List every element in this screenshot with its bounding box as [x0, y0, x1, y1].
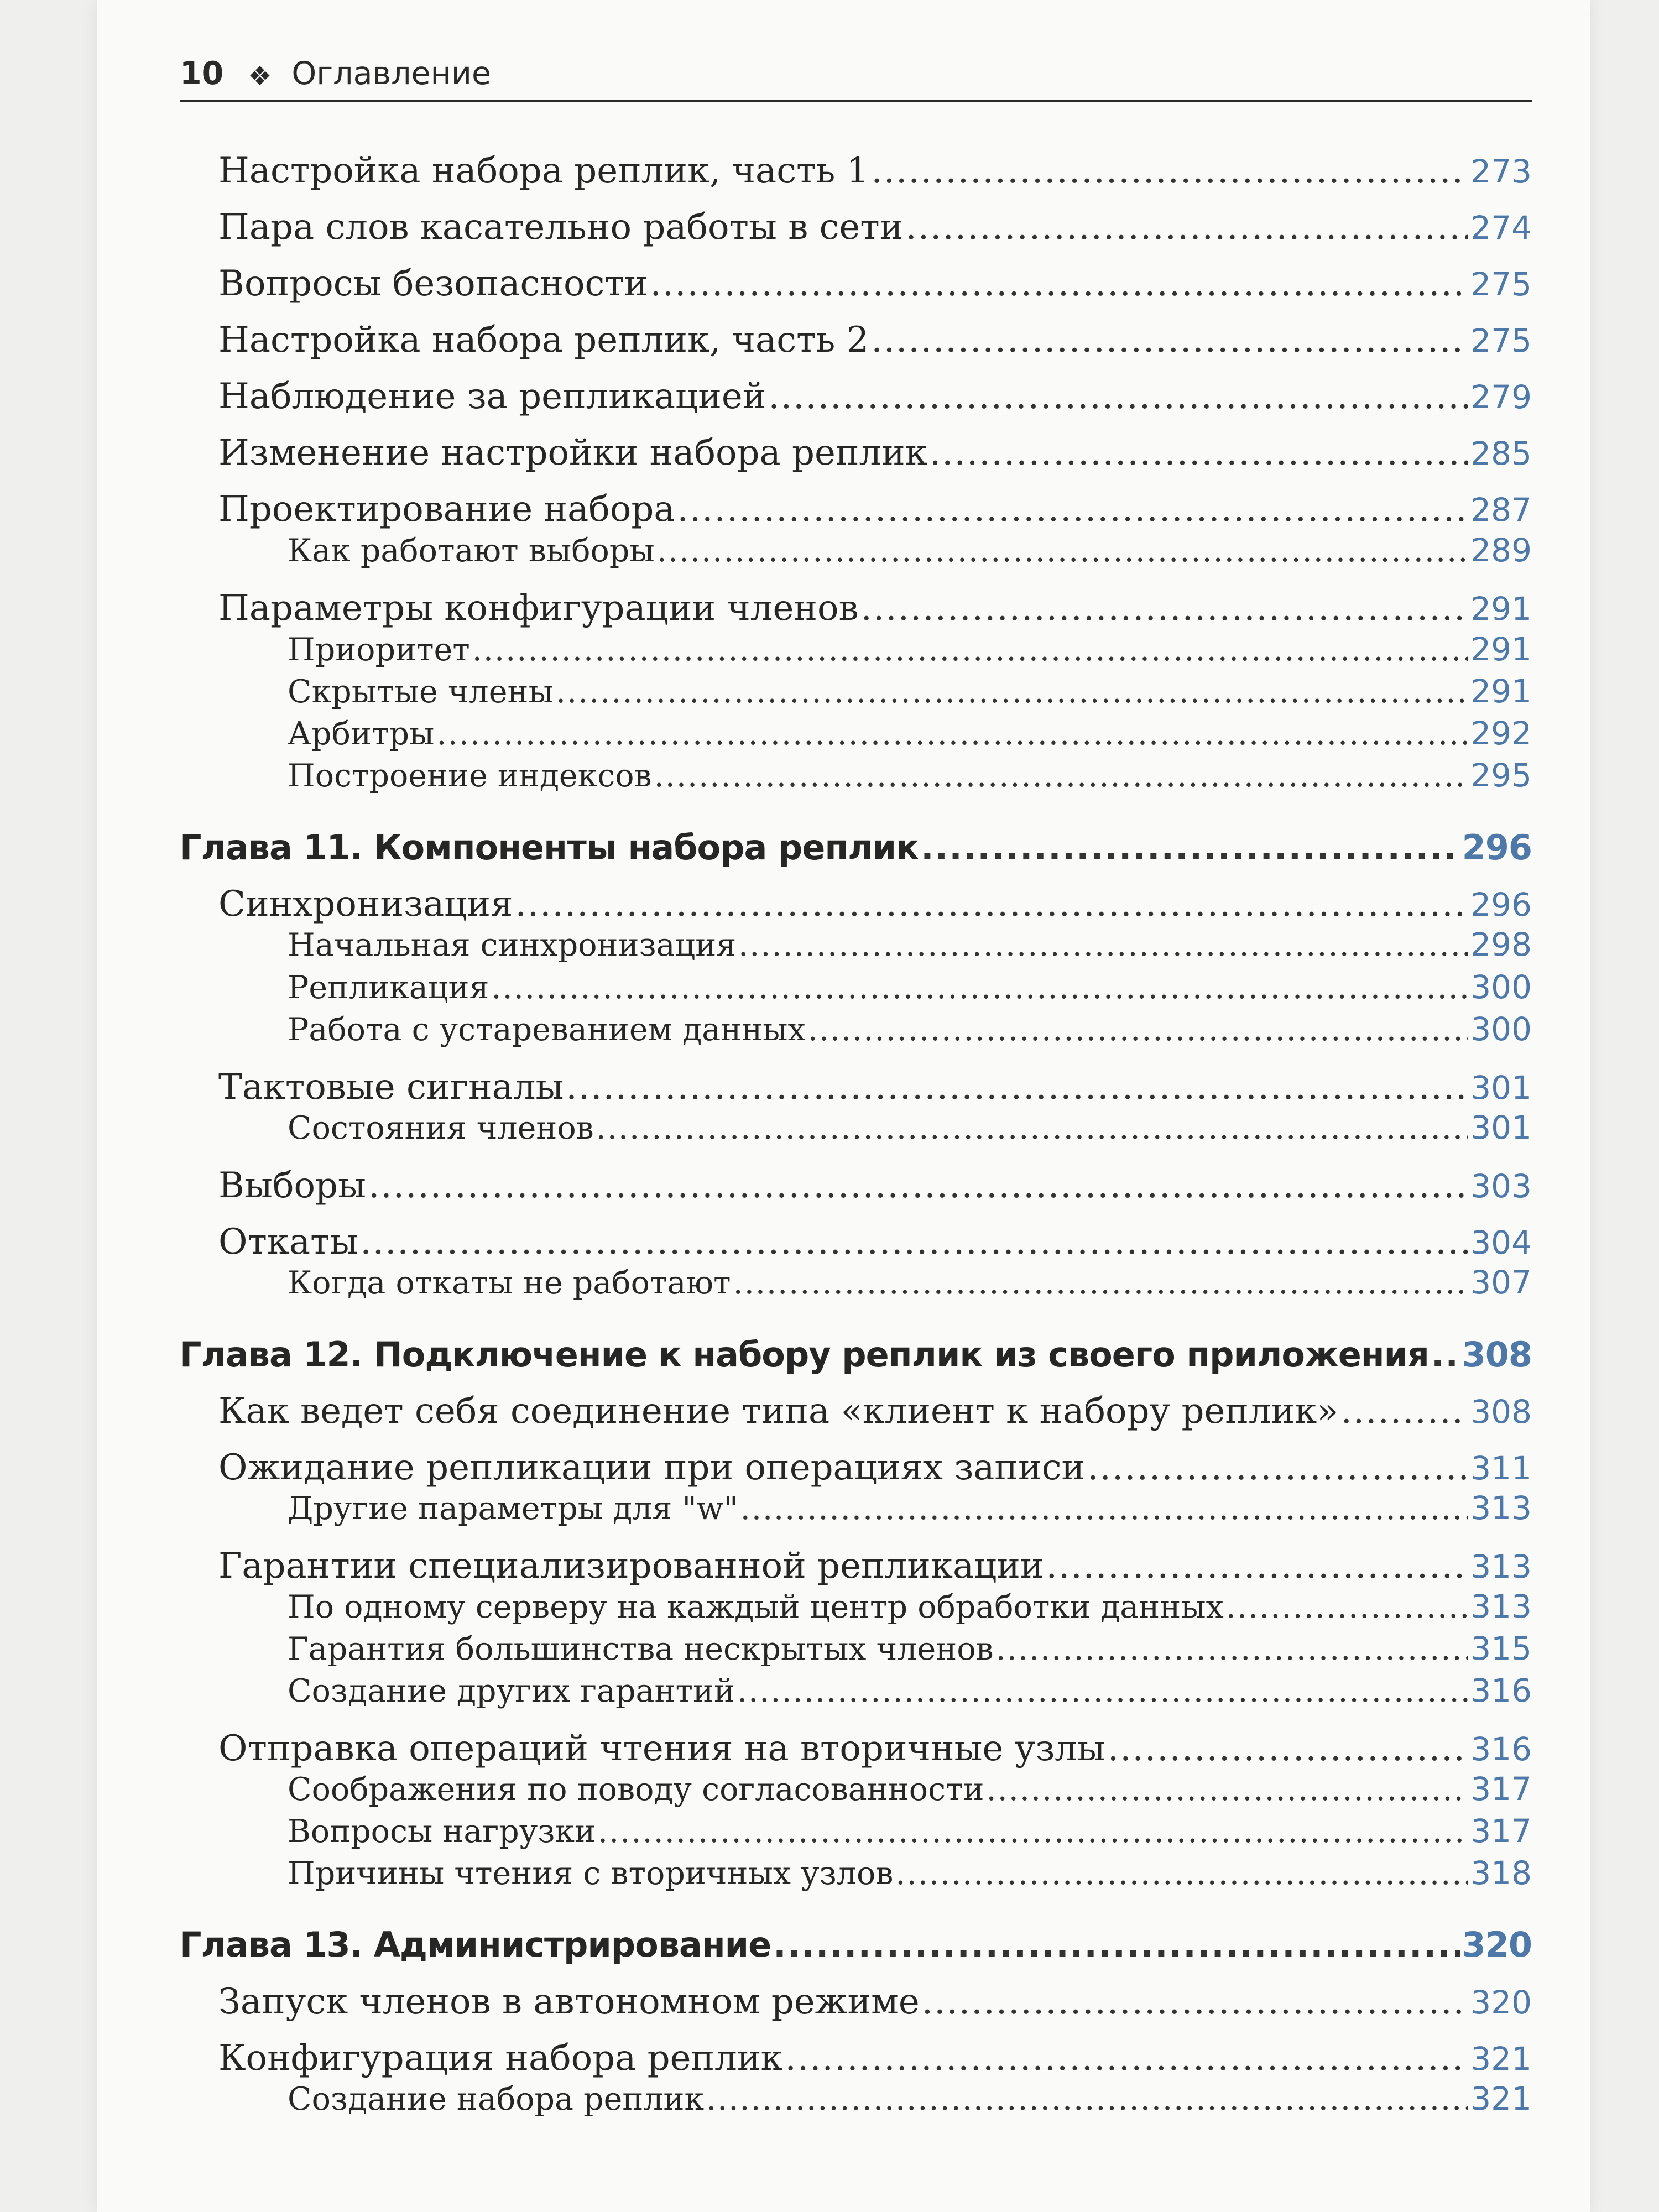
toc-entry-page: 301 — [1470, 1109, 1532, 1146]
dot-leader — [871, 150, 1468, 191]
toc-entry-title: Вопросы безопасности — [218, 263, 648, 304]
toc-entry-page: 315 — [1470, 1630, 1532, 1667]
toc-entry-section — [180, 884, 1532, 925]
toc-entry-title: Наблюдение за репликацией — [218, 376, 766, 417]
toc-entry-title: Работа с устареванием данных — [288, 1011, 806, 1048]
toc-entry-sub — [180, 1630, 1532, 1667]
toc-entry-title: Скрытые члены — [288, 674, 554, 710]
toc-entry-page: 275 — [1470, 322, 1532, 359]
toc-entry-title: Настройка набора реплик, часть 2 — [218, 320, 869, 361]
toc-entry-page: 279 — [1470, 378, 1532, 416]
toc-entry-section — [180, 1447, 1532, 1488]
toc-entry-title: Вопросы нагрузки — [288, 1813, 596, 1850]
toc-entry-page: 292 — [1470, 714, 1532, 752]
dot-leader — [808, 1011, 1469, 1048]
toc-entry-page: 321 — [1470, 2080, 1532, 2117]
toc-entry-title: Репликация — [288, 969, 489, 1006]
toc-entry-sub — [180, 1489, 1532, 1527]
toc-entry-sub — [180, 1588, 1532, 1625]
toc-entry-title: Начальная синхронизация — [288, 927, 737, 963]
toc-entry-section — [180, 150, 1532, 191]
toc-entry-page: 313 — [1470, 1489, 1532, 1527]
toc-entry-section — [180, 1067, 1532, 1108]
dot-leader — [740, 1490, 1469, 1527]
toc-entry-section — [180, 1981, 1532, 2022]
toc-entry-title: Состояния членов — [288, 1110, 594, 1146]
dot-leader — [492, 969, 1469, 1006]
dot-leader — [987, 1771, 1469, 1808]
toc-entry-title: Выборы — [218, 1165, 366, 1206]
toc-entry-section — [180, 2038, 1532, 2079]
dot-leader — [556, 674, 1468, 710]
toc-entry-section — [180, 588, 1532, 629]
dot-leader — [706, 2081, 1468, 2117]
toc-entry-page: 317 — [1470, 1770, 1532, 1808]
dot-leader — [773, 1924, 1459, 1965]
dot-leader — [657, 533, 1469, 569]
toc-entry-sub — [180, 1854, 1532, 1892]
dot-leader — [368, 1165, 1468, 1206]
toc-entry-title: Гарантия большинства нескрытых членов — [288, 1631, 994, 1667]
toc-entry-title: Синхронизация — [218, 884, 513, 925]
toc-entry-section — [180, 1222, 1532, 1262]
toc-entry-title: Как ведет себя соединение типа «клиент к набору реплик» — [218, 1391, 1339, 1432]
toc-entry-section — [180, 1728, 1532, 1769]
dot-leader — [1226, 1589, 1469, 1625]
toc-entry-title: По одному серверу на каждый центр обработки данных — [288, 1589, 1224, 1625]
dot-leader — [996, 1631, 1469, 1667]
toc-entry-title: Глава 11. Компоненты набора реплик — [180, 827, 919, 868]
toc-entry-title: Отправка операций чтения на вторичные узлы — [218, 1728, 1105, 1769]
toc-entry-page: 308 — [1470, 1393, 1532, 1431]
section-title: Оглавление — [291, 55, 492, 92]
toc-entry-sub — [180, 1264, 1532, 1301]
toc-entry-sub — [180, 968, 1532, 1006]
dot-leader — [1087, 1447, 1468, 1488]
toc-entry-page: 298 — [1470, 926, 1532, 963]
dot-leader — [861, 588, 1469, 629]
toc-entry-sub — [180, 714, 1532, 752]
toc-entry-title: Глава 12. Подключение к набору реплик из своего приложения — [180, 1334, 1429, 1375]
toc-entry-page: 291 — [1470, 672, 1532, 710]
toc-entry-sub — [180, 1812, 1532, 1850]
toc-entry-title: Создание набора реплик — [288, 2081, 705, 2117]
toc-entry-page: 308 — [1462, 1334, 1532, 1375]
toc-entry-title: Построение индексов — [288, 758, 652, 794]
toc-entry-page: 289 — [1470, 531, 1532, 569]
toc-entry-title: Параметры конфигурации членов — [218, 588, 859, 629]
toc-entry-section — [180, 432, 1532, 473]
dot-leader — [930, 432, 1468, 473]
dot-leader — [515, 884, 1468, 925]
toc-entry-title: Ожидание репликации при операциях записи — [218, 1447, 1086, 1488]
toc-entry-page: 316 — [1470, 1672, 1532, 1709]
toc-entry-title: Настройка набора реплик, часть 1 — [218, 150, 869, 191]
toc-entry-page: 304 — [1470, 1224, 1532, 1261]
toc-entry-sub — [180, 1010, 1532, 1048]
toc-entry-page: 285 — [1470, 435, 1532, 472]
toc-entry-sub — [180, 531, 1532, 569]
dot-leader — [566, 1067, 1468, 1108]
toc-entry-section — [180, 1165, 1532, 1206]
toc-entry-page: 296 — [1470, 886, 1532, 924]
running-header — [180, 51, 1532, 102]
toc-entry-section — [180, 1546, 1532, 1587]
toc-entry-title: Изменение настройки набора реплик — [218, 432, 927, 473]
toc-entry-page: 316 — [1470, 1730, 1532, 1768]
dot-leader — [921, 827, 1459, 868]
toc-entry-page: 318 — [1470, 1854, 1532, 1892]
toc-entry-section — [180, 376, 1532, 417]
toc-entry-chapter — [180, 1334, 1532, 1375]
toc-entry-section — [180, 1391, 1532, 1432]
dot-leader — [905, 207, 1468, 248]
dot-leader — [768, 376, 1468, 417]
toc-entry-section — [180, 320, 1532, 361]
toc-entry-sub — [180, 1770, 1532, 1808]
dot-leader — [895, 1855, 1468, 1892]
toc-entry-page: 275 — [1470, 265, 1532, 303]
dot-leader — [650, 263, 1468, 304]
toc-entry-page: 317 — [1470, 1812, 1532, 1850]
toc-entry-title: Пара слов касательно работы в сети — [218, 207, 904, 248]
toc-entry-page: 300 — [1470, 968, 1532, 1006]
toc-entry-page: 274 — [1470, 209, 1532, 247]
toc-entry-sub — [180, 1109, 1532, 1146]
toc-entry-sub — [180, 926, 1532, 963]
toc-entry-sub — [180, 757, 1532, 794]
toc-entry-page: 313 — [1470, 1548, 1532, 1585]
toc-entry-page: 320 — [1462, 1924, 1532, 1965]
toc-entry-title: Когда откаты не работают — [288, 1265, 731, 1301]
dot-leader — [677, 489, 1468, 530]
dot-leader — [922, 1981, 1469, 2022]
toc-entry-page: 300 — [1470, 1010, 1532, 1048]
toc-entry-title: Запуск членов в автономном режиме — [218, 1981, 920, 2022]
toc-entry-title: Откаты — [218, 1222, 358, 1262]
toc-entry-title: Глава 13. Администрирование — [180, 1924, 771, 1965]
dot-leader — [785, 2038, 1468, 2079]
toc-entry-page: 273 — [1470, 153, 1532, 190]
dot-leader — [1046, 1546, 1469, 1587]
toc-entry-sub — [180, 630, 1532, 668]
toc-entry-section — [180, 207, 1532, 248]
toc-entry-title: Причины чтения с вторичных узлов — [288, 1855, 894, 1892]
toc-entry-page: 307 — [1470, 1264, 1532, 1301]
toc-entry-title: Гарантии специализированной репликации — [218, 1546, 1044, 1587]
toc-entry-sub — [180, 2080, 1532, 2117]
toc-entry-title: Как работают выборы — [288, 533, 655, 569]
toc-entry-page: 287 — [1470, 491, 1532, 529]
dot-leader — [737, 1673, 1468, 1709]
page-number: 10 — [180, 55, 224, 92]
dot-leader — [472, 632, 1468, 668]
toc-entry-section — [180, 263, 1532, 304]
toc-entry-page: 320 — [1470, 1984, 1532, 2021]
toc-entry-sub — [180, 1672, 1532, 1709]
toc-entry-page: 295 — [1470, 757, 1532, 794]
toc-entry-title: Проектирование набора — [218, 489, 675, 530]
toc-entry-section — [180, 489, 1532, 530]
toc-entry-page: 321 — [1470, 2040, 1532, 2078]
toc-entry-title: Конфигурация набора реплик — [218, 2038, 783, 2079]
dot-leader — [436, 716, 1468, 752]
dot-leader — [733, 1265, 1469, 1301]
toc-entry-chapter — [180, 1924, 1532, 1965]
toc-entry-page: 303 — [1470, 1167, 1532, 1205]
toc-entry-title: Приоритет — [288, 632, 470, 668]
dot-leader — [1340, 1391, 1468, 1432]
dot-leader — [1108, 1728, 1468, 1769]
toc-entry-page: 291 — [1470, 630, 1532, 668]
toc-entry-title: Соображения по поводу согласованности — [288, 1771, 984, 1808]
toc-entry-title: Создание других гарантий — [288, 1673, 735, 1709]
toc-entry-page: 301 — [1470, 1069, 1532, 1107]
toc-entry-page: 313 — [1470, 1588, 1532, 1625]
toc-entry-page: 291 — [1470, 590, 1532, 628]
toc-entry-page: 311 — [1470, 1449, 1532, 1487]
dot-leader — [871, 320, 1468, 361]
dot-leader — [738, 927, 1468, 963]
dot-leader — [598, 1813, 1468, 1850]
toc-entry-page: 296 — [1462, 827, 1532, 868]
dot-leader — [596, 1110, 1469, 1146]
toc-entry-title: Тактовые сигналы — [218, 1067, 564, 1108]
dot-leader — [360, 1222, 1468, 1262]
toc-entry-chapter — [180, 827, 1532, 868]
dot-leader — [1431, 1334, 1460, 1375]
toc-entry-title: Другие параметры для "w" — [288, 1490, 738, 1527]
ornament-icon: ❖ — [248, 61, 272, 92]
toc-entry-title: Арбитры — [288, 716, 435, 752]
dot-leader — [654, 758, 1469, 794]
toc-entry-sub — [180, 672, 1532, 710]
